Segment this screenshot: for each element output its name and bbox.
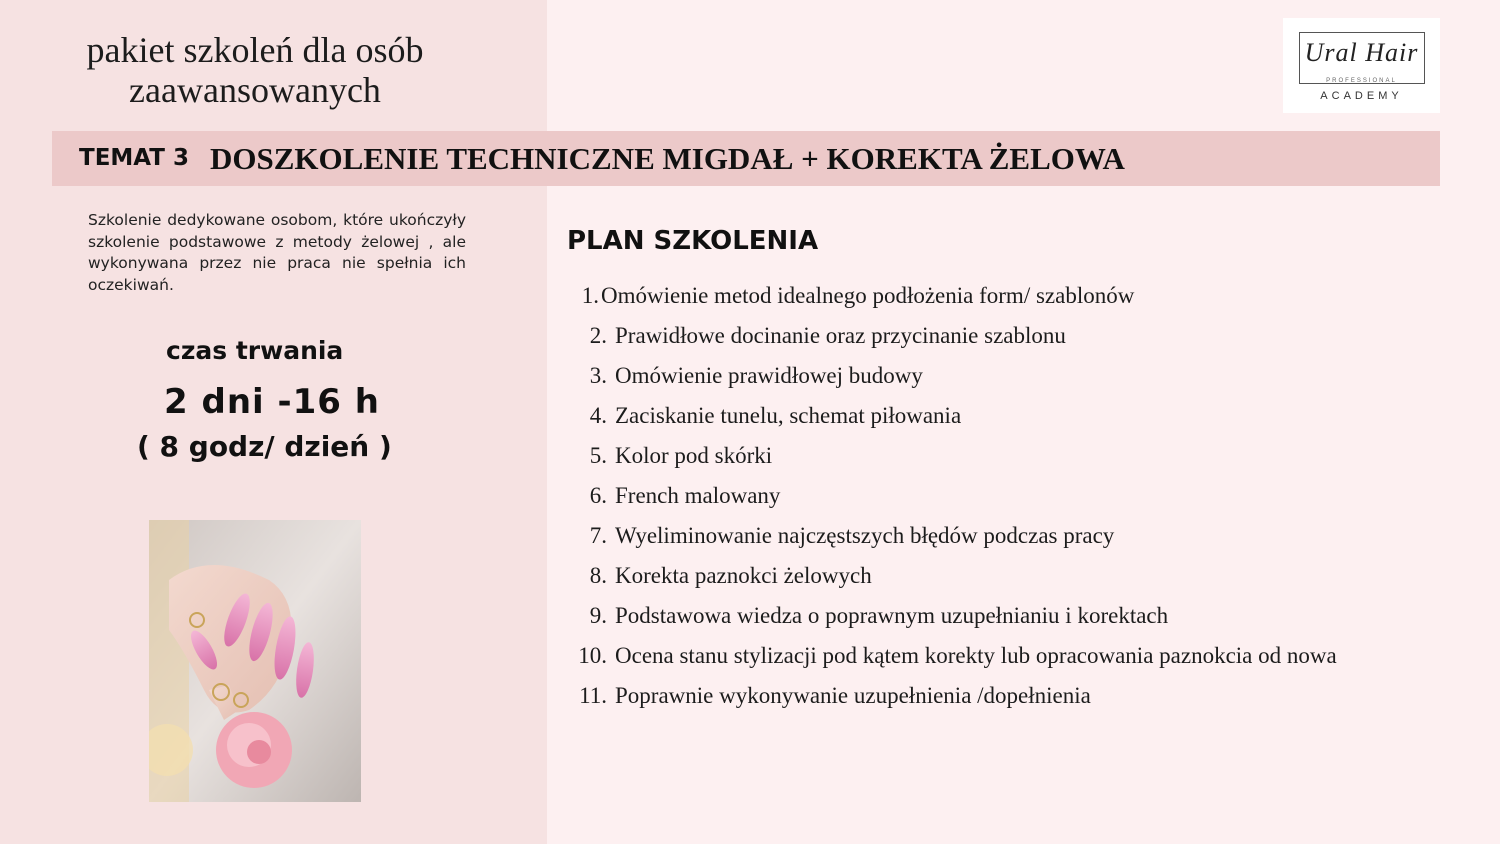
- plan-item-text: Podstawowa wiedza o poprawnym uzupełnianiu i korektach: [615, 603, 1169, 628]
- plan-item-text: Kolor pod skórki: [615, 443, 773, 468]
- plan-item-number: 6.: [589, 483, 607, 508]
- course-description: Szkolenie dedykowane osobom, które ukończyły szkolenie podstawowe z metody żelowej , ale wykonywana przez nie praca nie spełnia ich oczekiwań.: [88, 211, 466, 294]
- plan-item-text: Wyeliminowanie najczęstszych błędów podczas pracy: [615, 523, 1115, 548]
- duration-per-day: ( 8 godz/ dzień ): [137, 430, 392, 463]
- plan-item-text: Zaciskanie tunelu, schemat piłowania: [615, 403, 962, 428]
- duration-label: czas trwania: [166, 336, 344, 365]
- plan-item-text: Omówienie metod idealnego podłożenia form/ szablonów: [601, 283, 1135, 308]
- logo-main-text: ACADEMY: [1320, 90, 1403, 102]
- plan-item: [567, 476, 1337, 516]
- plan-item-number: 9.: [589, 603, 607, 628]
- plan-item-text: Prawidłowe docinanie oraz przycinanie szablonu: [615, 323, 1066, 348]
- logo-script-text: Ural Hair: [1304, 38, 1419, 67]
- plan-item: [567, 356, 1337, 396]
- plan-item-number: 7.: [589, 523, 607, 548]
- plan-item-text: Korekta paznokci żelowych: [615, 563, 872, 588]
- topic-title: DOSZKOLENIE TECHNICZNE MIGDAŁ + KOREKTA ŻELOWA: [210, 141, 1125, 176]
- plan-list: [567, 276, 1337, 716]
- plan-item: [567, 676, 1337, 716]
- topic-label: TEMAT 3: [79, 145, 190, 171]
- plan-item-number: 1.: [581, 283, 599, 308]
- duration-value: 2 dni -16 h: [164, 382, 380, 422]
- plan-item-text: Ocena stanu stylizacji pod kątem korekty lub opracowania paznokcia od nowa: [615, 643, 1337, 668]
- package-title: pakiet szkoleń dla osób zaawansowanych: [86, 30, 424, 110]
- plan-item-number: 5.: [589, 443, 607, 468]
- plan-item-number: 4.: [589, 403, 607, 428]
- plan-item: [567, 516, 1337, 556]
- plan-item-number: 8.: [589, 563, 607, 588]
- plan-item: [567, 276, 1337, 316]
- plan-item: [567, 436, 1337, 476]
- plan-item: [567, 636, 1337, 676]
- plan-item-number: 3.: [589, 363, 607, 388]
- plan-item: [567, 596, 1337, 636]
- logo-sub-text: PROFESSIONAL: [1326, 78, 1397, 84]
- plan-item: [567, 316, 1337, 356]
- nails-photo: [149, 520, 361, 802]
- plan-item: [567, 556, 1337, 596]
- plan-item-text: Poprawnie wykonywanie uzupełnienia /dopełnienia: [615, 683, 1091, 708]
- topic-banner: [52, 131, 1440, 186]
- plan-item-text: Omówienie prawidłowej budowy: [615, 363, 923, 388]
- plan-item-number: 10.: [578, 643, 607, 668]
- plan-item-text: French malowany: [615, 483, 781, 508]
- academy-logo: [1283, 18, 1440, 113]
- plan-item-number: 2.: [589, 323, 607, 348]
- plan-item-number: 11.: [579, 683, 607, 708]
- nails-photo-illustration: [149, 520, 361, 802]
- plan-item: [567, 396, 1337, 436]
- plan-title: PLAN SZKOLENIA: [567, 226, 819, 256]
